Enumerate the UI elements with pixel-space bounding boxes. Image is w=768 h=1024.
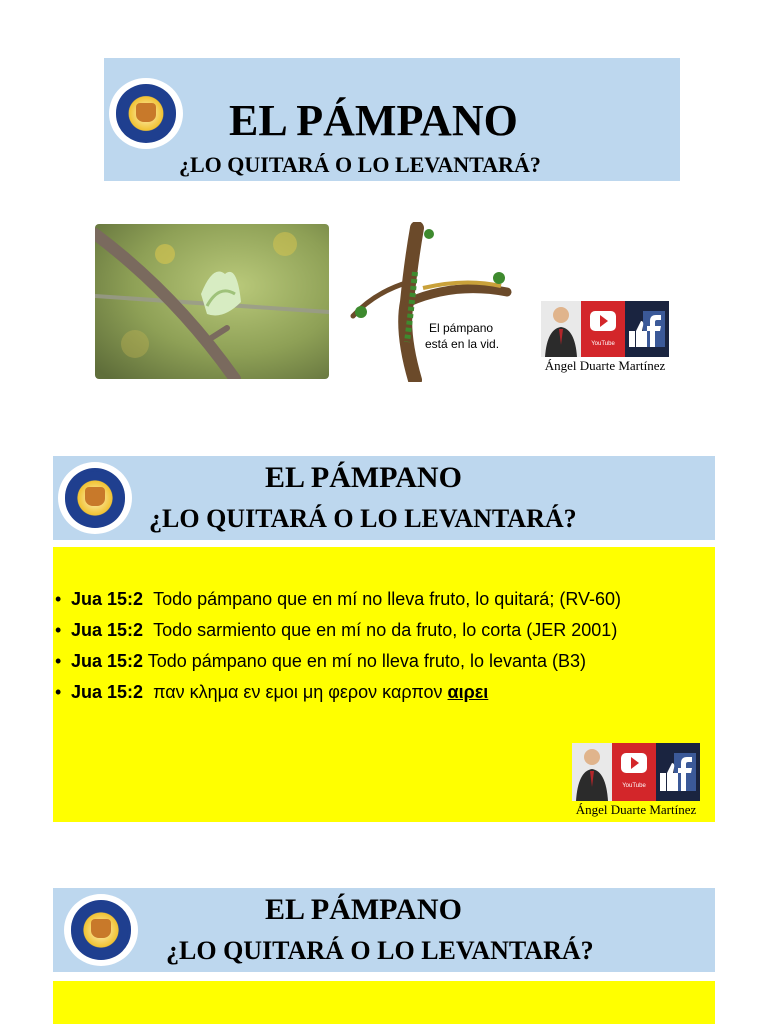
university-seal-icon <box>64 894 138 966</box>
verse-text: Todo pámpano que en mí no lleva fruto, lo levanta (B3) <box>147 651 587 671</box>
verse-text: Todo pámpano que en mí no lleva fruto, lo quitará; (RV-60) <box>153 589 622 609</box>
author-photo <box>541 301 581 357</box>
author-brand-slide-1 <box>541 301 669 375</box>
facebook-like-icon[interactable] <box>625 301 669 357</box>
verse-list <box>55 584 621 708</box>
verse-item <box>55 677 621 708</box>
verse-text: Todo sarmiento que en mí no da fruto, lo corta (JER 2001) <box>153 620 618 640</box>
youtube-play-icon[interactable] <box>612 743 656 801</box>
facebook-like-icon[interactable] <box>656 743 700 801</box>
university-seal-icon <box>58 462 132 534</box>
university-seal-icon <box>109 78 183 149</box>
verse-emphasis: αιρει <box>447 682 489 702</box>
verse-item <box>55 615 621 646</box>
author-photo <box>572 743 612 801</box>
youtube-play-icon[interactable] <box>581 301 625 357</box>
slide-3-subtitle: ¿LO QUITARÁ O LO LEVANTARÁ? <box>166 936 594 965</box>
verse-text: παν κλημα εν εμοι μη φερον καρπον <box>153 682 443 702</box>
slide-3-title: EL PÁMPANO <box>265 893 462 926</box>
slide-2-subtitle: ¿LO QUITARÁ O LO LEVANTARÁ? <box>149 504 577 533</box>
author-name: Ángel Duarte Martínez <box>544 358 666 373</box>
youtube-label: YouTube <box>591 341 615 347</box>
slide-1-subtitle: ¿LO QUITARÁ O LO LEVANTARÁ? <box>179 152 541 177</box>
verse-item <box>55 584 621 615</box>
verse-ref: Jua 15:2 <box>71 620 144 640</box>
vine-caption-line-2: está en la vid. <box>425 337 500 351</box>
verse-item <box>55 646 621 677</box>
vine-bud-photo <box>95 224 329 379</box>
slide-2-title: EL PÁMPANO <box>265 461 462 494</box>
verse-ref: Jua 15:2 <box>71 589 144 609</box>
slide-3-content-box <box>53 981 715 1024</box>
verse-ref: Jua 15:2 <box>71 682 144 702</box>
author-brand-slide-2 <box>572 743 700 819</box>
verse-ref: Jua 15:2 <box>71 651 144 671</box>
vine-caption-line-1: El pámpano <box>429 321 494 335</box>
vine-illustration <box>345 222 513 382</box>
author-name: Ángel Duarte Martínez <box>575 802 697 817</box>
youtube-label: YouTube <box>622 783 646 789</box>
slide-1-title: EL PÁMPANO <box>229 96 518 145</box>
